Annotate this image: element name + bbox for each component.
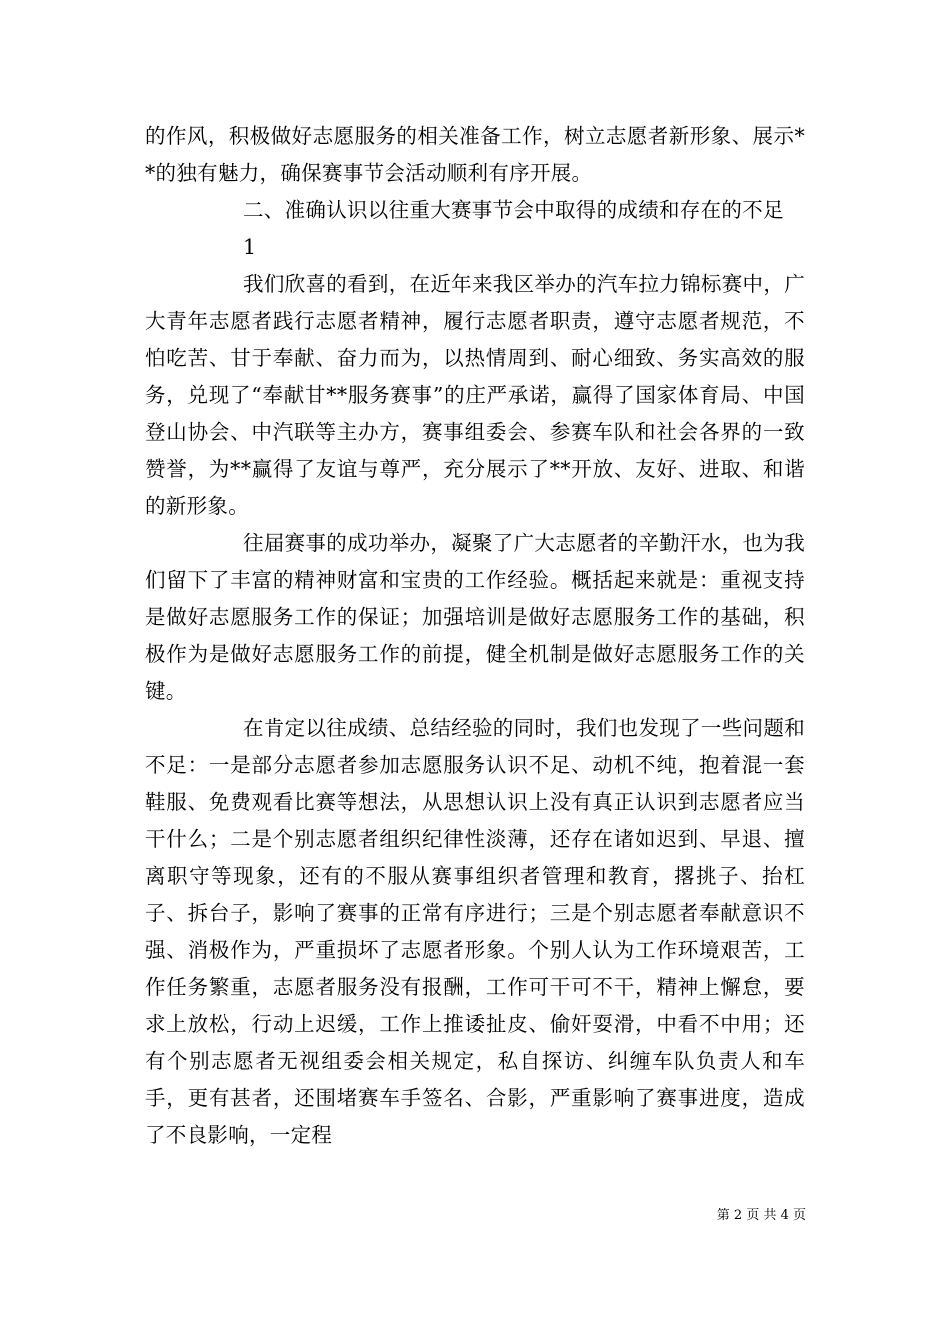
page-footer: 第 2 页 共 4 页: [716, 1208, 806, 1223]
item-number: 1: [243, 235, 257, 259]
section-heading: 二、准确认识以往重大赛事节会中取得的成绩和存在的不足: [243, 198, 784, 222]
paragraph-achievements: 我们欣喜的看到，在近年来我区举办的汽车拉力锦标赛中，广大青年志愿者践行志愿者精神，履行志愿者职责，遵守志愿者规范，不怕吃苦、甘于奉献、奋力而为，以热情周到、耐心细致、务实高效的服务，兑现了“奉献甘**服务赛事”的庄严承诺，赢得了国家体育局、中国登山协会、中汽联等主办方，赛事组委会、参赛车队和社会各界的一致赞誉，为**赢得了友谊与尊严，充分展示了**开放、友好、进取、和谐的新形象。: [145, 272, 805, 518]
paragraph-shortcomings: 在肯定以往成绩、总结经验的同时，我们也发现了一些问题和不足：一是部分志愿者参加志愿服务认识不足、动机不纯，抱着混一套鞋服、免费观看比赛等想法，从思想认识上没有真正认识到志愿者应当干什么；二是个别志愿者组织纪律性淡薄，还存在诸如迟到、早退、擅离职守等现象，还有的不服从赛事组织者管理和教育，撂挑子、抬杠子、拆台子，影响了赛事的正常有序进行；三是个别志愿者奉献意识不强、消极作为，严重损坏了志愿者形象。个别人认为工作环境艰苦，工作任务繁重，志愿者服务没有报酬，工作可干可不干，精神上懈怠，要求上放松，行动上迟缓，工作上推诿扯皮、偷奸耍滑，中看不中用；还有个别志愿者无视组委会相关规定，私自探访、纠缠车队负责人和车手，更有甚者，还围堵赛车手签名、合影，严重影响了赛事进度，造成了不良影响，一定程: [145, 716, 805, 1147]
paragraph-experience: 往届赛事的成功举办，凝聚了广大志愿者的辛勤汗水，也为我们留下了丰富的精神财富和宝贵的工作经验。概括起来就是：重视支持是做好志愿服务工作的保证；加强培训是做好志愿服务工作的基础，积极作为是做好志愿服务工作的前提，健全机制是做好志愿服务工作的关键。: [145, 531, 805, 703]
paragraph-continuation: 的作风，积极做好志愿服务的相关准备工作，树立志愿者新形象、展示**的独有魅力，确保赛事节会活动顺利有序开展。: [145, 124, 805, 185]
document-body: [145, 118, 805, 1154]
